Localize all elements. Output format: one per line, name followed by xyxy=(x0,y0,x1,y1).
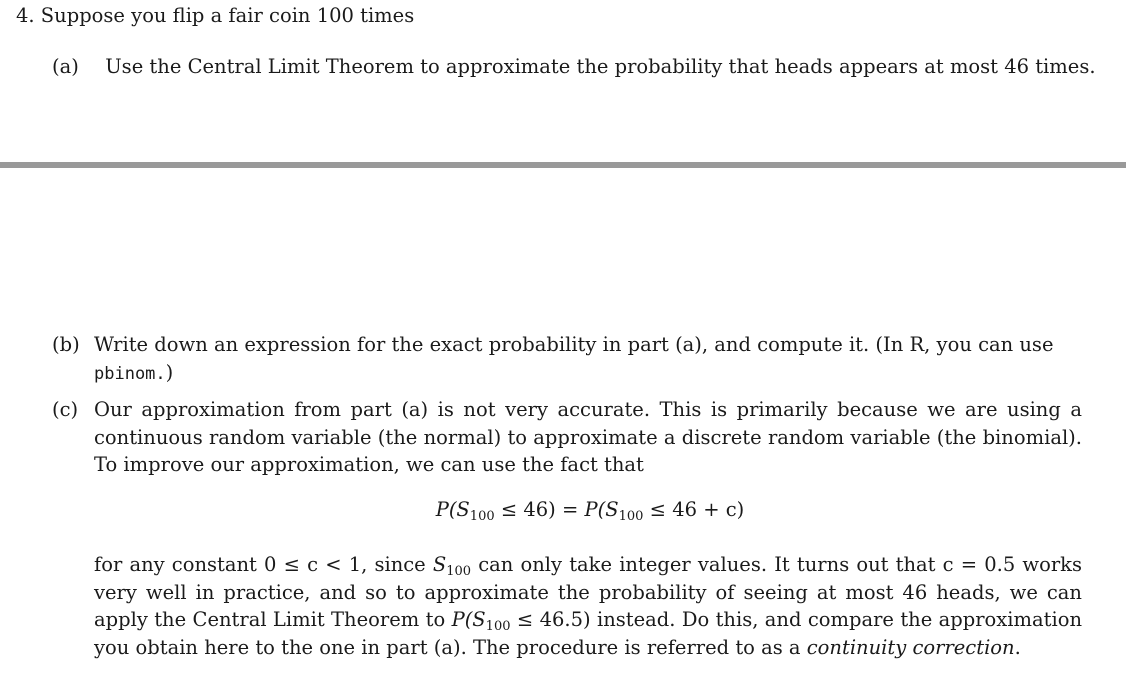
part-b-label: (b) xyxy=(52,333,80,356)
equation-lhs-sub: 100 xyxy=(469,509,495,524)
part-c-body xyxy=(94,551,1082,661)
part-b-text: Write down an expression for the exact probability in part (a), and compute it. (In R, you can use xyxy=(94,333,1054,356)
part-c-label: (c) xyxy=(52,398,79,421)
equation-rhs-close: ≤ 46 + c) xyxy=(643,498,745,521)
equation-rhs-open: P(S xyxy=(584,498,619,521)
s-var: S xyxy=(432,553,447,576)
s-sub: 100 xyxy=(446,564,472,579)
continuity-correction-term: continuity correction xyxy=(806,635,1015,659)
part-c-text-2c: instead. Do this, and compare the approximation you obtain here to the one in part (a). The procedure is referred to as a xyxy=(94,608,1082,659)
part-c-intro: Our approximation from part (a) is not very accurate. This is primarily because we are using a continuous random variable (the normal) to approximate a discrete random variable (the binomial). To improve our approximation, we can use the fact that xyxy=(94,398,1082,476)
p-expr-close: ≤ 46.5) xyxy=(510,608,591,631)
p-expr-open: P(S xyxy=(451,608,486,631)
part-b-code: pbinom. xyxy=(94,363,166,384)
part-a-label: (a) xyxy=(52,55,79,78)
part-b xyxy=(52,331,1082,388)
question-title: 4. Suppose you flip a fair coin 100 times xyxy=(16,4,415,27)
equation xyxy=(0,498,1126,524)
part-b-body xyxy=(94,331,1082,388)
part-a-text: Use the Central Limit Theorem to approximate the probability that heads appears at most 46 times. xyxy=(105,55,1096,78)
part-c-end: . xyxy=(1014,635,1021,659)
equation-lhs-close: ≤ 46) = xyxy=(494,498,585,521)
part-c-text-2a: for any constant 0 ≤ c < 1, since xyxy=(94,553,433,576)
equation-lhs-open: P(S xyxy=(435,498,470,521)
part-a xyxy=(52,55,1096,78)
part-c-continued xyxy=(52,551,1082,661)
part-c-text-2b: can only take integer values. It turns out that c = 0.5 works very well in practice, and so to approximate the probability of seeing at most 46 heads, we can apply the Central Limit Theorem to xyxy=(94,553,1082,631)
section-divider xyxy=(0,162,1126,168)
equation-rhs-sub: 100 xyxy=(618,509,644,524)
part-b-close: ) xyxy=(165,360,174,384)
part-c xyxy=(52,396,1082,479)
p-expr-sub: 100 xyxy=(485,619,511,634)
